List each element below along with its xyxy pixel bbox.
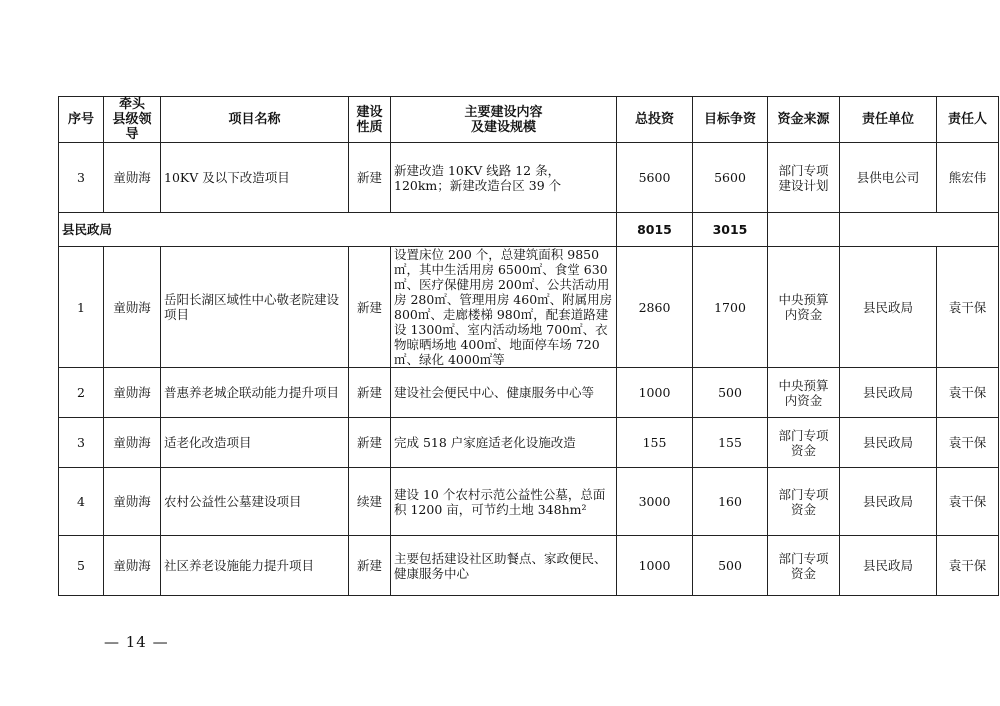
- section-target: 3015: [693, 213, 768, 247]
- cell-leader: 童勋海: [104, 536, 161, 596]
- cell-leader: 童勋海: [104, 247, 161, 368]
- cell-name: 10KV 及以下改造项目: [161, 143, 349, 213]
- header-content: 主要建设内容 及建设规模: [391, 97, 617, 143]
- cell-seq: 3: [59, 143, 104, 213]
- cell-total: 3000: [617, 468, 693, 536]
- header-person: 责任人: [937, 97, 999, 143]
- cell-content: 建设 10 个农村示范公益性公墓，总面积 1200 亩，可节约土地 348hm²: [391, 468, 617, 536]
- cell-content: 完成 518 户家庭适老化设施改造: [391, 418, 617, 468]
- cell-unit: 县民政局: [840, 418, 937, 468]
- header-source: 资金来源: [768, 97, 840, 143]
- cell-nature: 续建: [349, 468, 391, 536]
- cell-leader: 童勋海: [104, 418, 161, 468]
- section-empty: [840, 213, 999, 247]
- cell-person: 袁干保: [937, 418, 999, 468]
- cell-target: 5600: [693, 143, 768, 213]
- section-total: 8015: [617, 213, 693, 247]
- header-unit: 责任单位: [840, 97, 937, 143]
- cell-target: 500: [693, 536, 768, 596]
- cell-person: 袁干保: [937, 247, 999, 368]
- cell-source: 部门专项 资金: [768, 536, 840, 596]
- cell-nature: 新建: [349, 368, 391, 418]
- cell-unit: 县民政局: [840, 536, 937, 596]
- cell-name: 岳阳长湖区域性中心敬老院建设项目: [161, 247, 349, 368]
- header-name: 项目名称: [161, 97, 349, 143]
- section-empty: [768, 213, 840, 247]
- cell-leader: 童勋海: [104, 468, 161, 536]
- cell-leader: 童勋海: [104, 143, 161, 213]
- cell-total: 1000: [617, 536, 693, 596]
- cell-unit: 县供电公司: [840, 143, 937, 213]
- cell-target: 1700: [693, 247, 768, 368]
- header-nature: 建设 性质: [349, 97, 391, 143]
- table-row: [59, 418, 999, 468]
- table-row: [59, 368, 999, 418]
- cell-source: 中央预算 内资金: [768, 247, 840, 368]
- cell-total: 1000: [617, 368, 693, 418]
- header-row: [59, 97, 999, 143]
- cell-seq: 2: [59, 368, 104, 418]
- project-table: [58, 96, 999, 596]
- cell-nature: 新建: [349, 247, 391, 368]
- cell-unit: 县民政局: [840, 247, 937, 368]
- cell-source: 部门专项 资金: [768, 468, 840, 536]
- table-row: [59, 247, 999, 368]
- cell-unit: 县民政局: [840, 468, 937, 536]
- section-title: 县民政局: [59, 213, 617, 247]
- cell-source: 部门专项 建设计划: [768, 143, 840, 213]
- cell-person: 熊宏伟: [937, 143, 999, 213]
- cell-source: 中央预算 内资金: [768, 368, 840, 418]
- cell-nature: 新建: [349, 418, 391, 468]
- cell-name: 农村公益性公墓建设项目: [161, 468, 349, 536]
- cell-total: 155: [617, 418, 693, 468]
- cell-leader: 童勋海: [104, 368, 161, 418]
- cell-total: 2860: [617, 247, 693, 368]
- cell-name: 社区养老设施能力提升项目: [161, 536, 349, 596]
- cell-nature: 新建: [349, 143, 391, 213]
- cell-seq: 5: [59, 536, 104, 596]
- header-leader: 牵头 县级领导: [104, 97, 161, 143]
- cell-source: 部门专项 资金: [768, 418, 840, 468]
- cell-person: 袁干保: [937, 468, 999, 536]
- cell-content: 设置床位 200 个，总建筑面积 9850㎡，其中生活用房 6500㎡、食堂 630㎡、医疗保健用房 200㎡、公共活动用房 280㎡、管理用房 460㎡、附属用房 800㎡、走廊楼梯 980㎡，配套道路建设 1300㎡、室内活动场地 700㎡、衣物晾晒场地 400㎡、地面停车场 720㎡、绿化 4000㎡等: [391, 247, 617, 368]
- cell-person: 袁干保: [937, 536, 999, 596]
- cell-name: 适老化改造项目: [161, 418, 349, 468]
- header-seq: 序号: [59, 97, 104, 143]
- section-row: [59, 213, 999, 247]
- header-total: 总投资: [617, 97, 693, 143]
- cell-unit: 县民政局: [840, 368, 937, 418]
- cell-seq: 1: [59, 247, 104, 368]
- cell-content: 主要包括建设社区助餐点、家政便民、健康服务中心: [391, 536, 617, 596]
- cell-seq: 4: [59, 468, 104, 536]
- table-row: [59, 536, 999, 596]
- cell-content: 建设社会便民中心、健康服务中心等: [391, 368, 617, 418]
- table-row: [59, 143, 999, 213]
- cell-nature: 新建: [349, 536, 391, 596]
- cell-target: 155: [693, 418, 768, 468]
- cell-total: 5600: [617, 143, 693, 213]
- header-target: 目标争资: [693, 97, 768, 143]
- cell-seq: 3: [59, 418, 104, 468]
- page-number: — 14 —: [104, 633, 169, 651]
- cell-target: 500: [693, 368, 768, 418]
- cell-target: 160: [693, 468, 768, 536]
- table-row: [59, 468, 999, 536]
- cell-person: 袁干保: [937, 368, 999, 418]
- cell-content: 新建改造 10KV 线路 12 条，120km；新建改造台区 39 个: [391, 143, 617, 213]
- cell-name: 普惠养老城企联动能力提升项目: [161, 368, 349, 418]
